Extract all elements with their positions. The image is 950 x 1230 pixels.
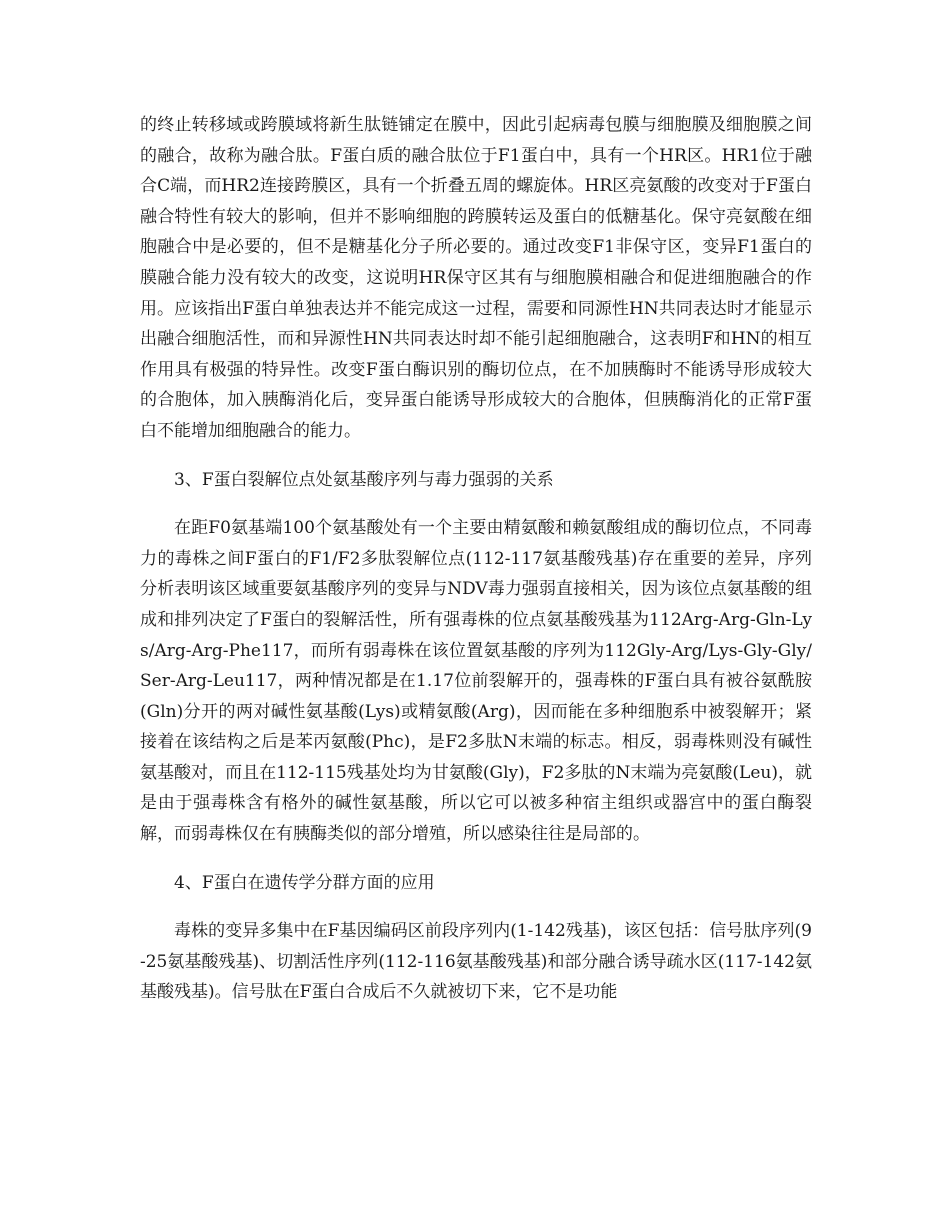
document-page — [140, 110, 812, 1008]
section-heading-genetic-grouping: 4、F蛋白在遗传学分群方面的应用 — [174, 872, 435, 893]
body-paragraph-cleavage-site: 在距F0氨基端100个氨基酸处有一个主要由精氨酸和赖氨酸组成的酶切位点，不同毒力的毒株之间F蛋白的F1/F2多肽裂解位点(112-117氨基酸残基)存在重要的差异，序列分析表明该区域重要氨基酸序列的变异与NDV毒力强弱直接相关，因为该位点氨基酸的组成和排列决定了F蛋白的裂解活性，所有强毒株的位点氨基酸残基为112Arg-Arg-Gln-Lys/Arg-Arg-Phe117，而所有弱毒株在该位置氨基酸的序列为112Gly-Arg/Lys-Gly-Gly/Ser-Arg-Leu117，两种情况都是在1.17位前裂解开的，强毒株的F蛋白具有被谷氨酰胺(Gln)分开的两对碱性氨基酸(Lys)或精氨酸(Arg)，因而能在多种细胞系中被裂解开；紧接着在该结构之后是苯丙氨酸(Phc)，是F2多肽N末端的标志。相反，弱毒株则没有碱性氨基酸对，而且在112-115残基处均为甘氨酸(Gly)，F2多肽的N末端为亮氨酸(Leu)，就是由于强毒株含有格外的碱性氨基酸，所以它可以被多种宿主组织或器宫中的蛋白酶裂解，而弱毒株仅在有胰酶类似的部分增殖，所以感染往往是局部的。 — [140, 518, 812, 845]
body-paragraph-genetic-grouping: 毒株的变异多集中在F基因编码区前段序列内(1-142残基)，该区包括：信号肽序列(9-25氨基酸残基)、切割活性序列(112-116氨基酸残基)和部分融合诱导疏水区(117-142氨基酸残基)。信号肽在F蛋白合成后不久就被切下来，它不是功能 — [140, 921, 812, 1003]
section-heading-cleavage-site: 3、F蛋白裂解位点处氨基酸序列与毒力强弱的关系 — [174, 469, 554, 490]
body-paragraph-fusion-peptide: 的终止转移域或跨膜域将新生肽链铺定在膜中，因此引起病毒包膜与细胞膜及细胞膜之间的融合，故称为融合肽。F蛋白质的融合肽位于F1蛋白中，具有一个HR区。HR1位于融合C端，而HR2连接跨膜区，具有一个折叠五周的螺旋体。HR区亮氨酸的改变对于F蛋白融合特性有较大的影响，但并不影响细胞的跨膜转运及蛋白的低糖基化。保守亮氨酸在细胞融合中是必要的，但不是糖基化分子所必要的。通过改变F1非保守区，变异F1蛋白的膜融合能力没有较大的改变，这说明HR保守区其有与细胞膜相融合和促进细胞融合的作用。应该指出F蛋白单独表达并不能完成这一过程，需要和同源性HN共同表达时才能显示出融合细胞活性，而和异源性HN共同表达时却不能引起细胞融合，这表明F和HN的相互作用具有极强的特异性。改变F蛋白酶识别的酶切位点，在不加胰酶时不能诱导形成较大的合胞体，加入胰酶消化后，变异蛋白能诱导形成较大的合胞体，但胰酶消化的正常F蛋白不能增加细胞融合的能力。 — [140, 115, 812, 441]
